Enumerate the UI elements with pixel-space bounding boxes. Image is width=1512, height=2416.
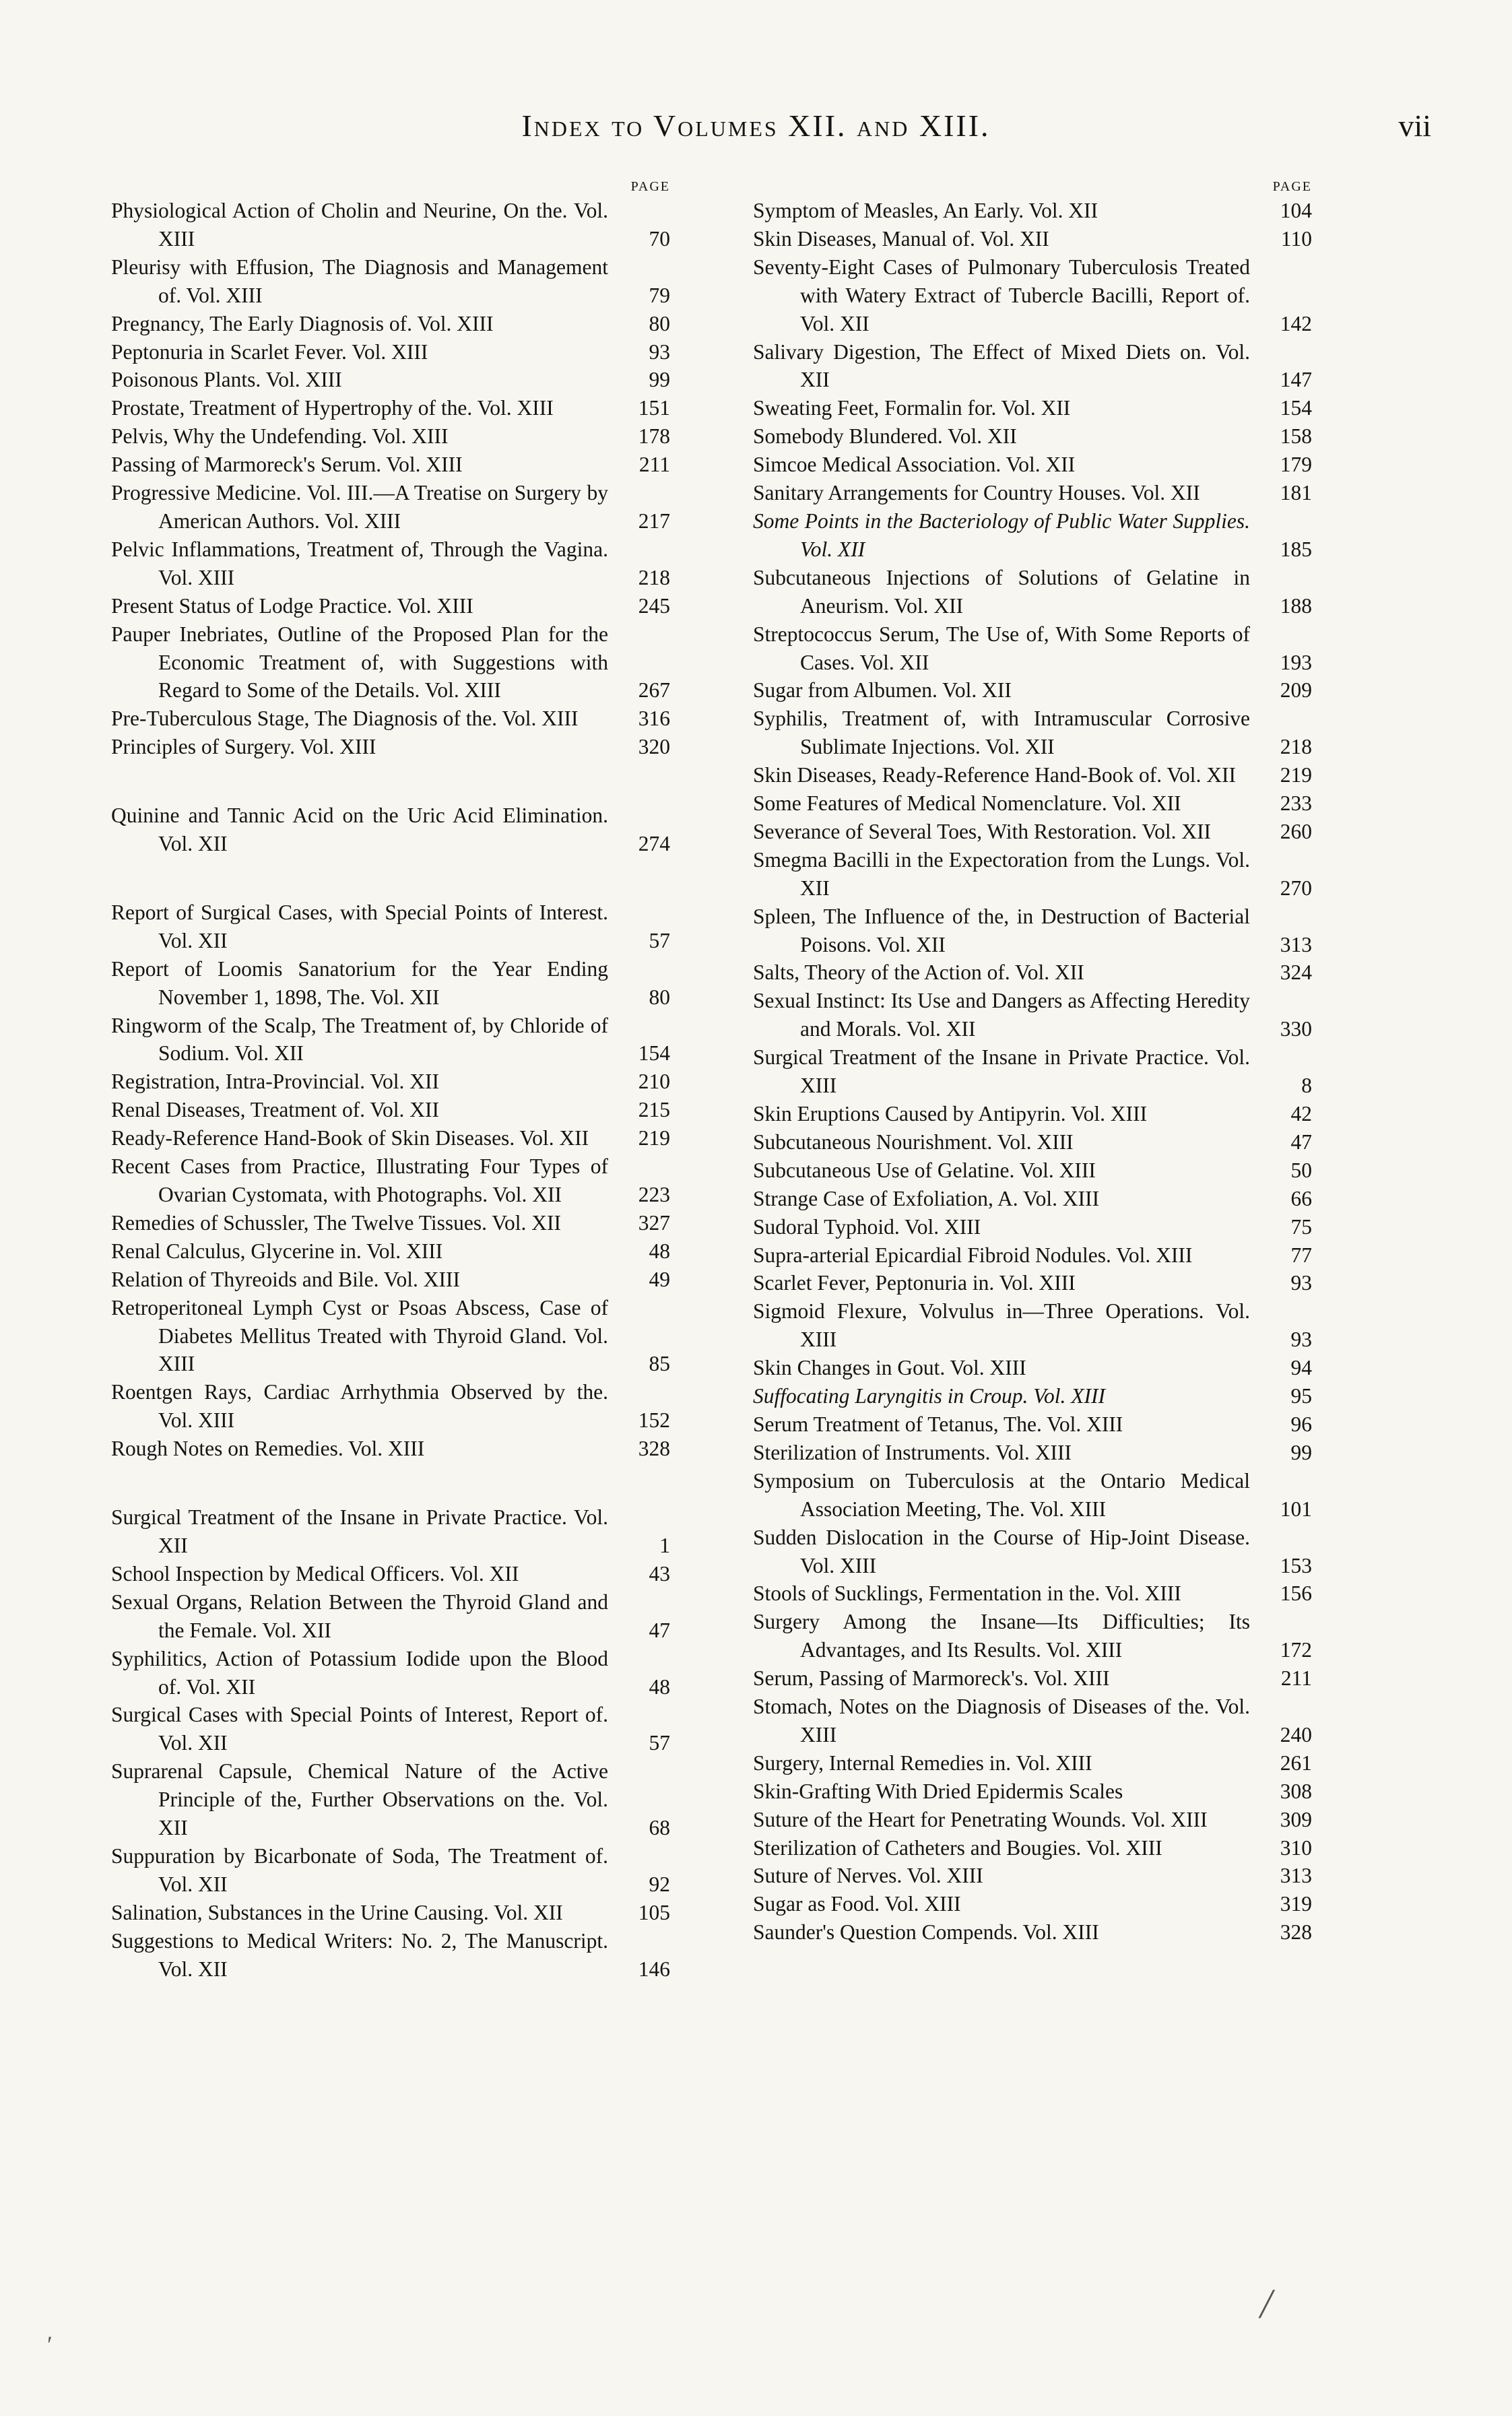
entry-page-number: 104 <box>1280 199 1312 222</box>
index-entry <box>753 1890 1312 1918</box>
index-entry <box>111 733 670 761</box>
index-entry <box>753 1806 1312 1834</box>
index-entry <box>111 1096 670 1124</box>
entry-title: Spleen, The Influence of the, in Destruction of Bacterial Poisons. Vol. XII <box>753 904 1250 956</box>
entry-page-number: 151 <box>638 396 670 420</box>
index-entry <box>753 1410 1312 1439</box>
entry-title: Smegma Bacilli in the Expectoration from the Lungs. Vol. XII <box>753 847 1250 900</box>
index-entry <box>753 394 1312 422</box>
entry-title: Some Points in the Bacteriology of Public Water Supplies. Vol. XII <box>753 509 1250 561</box>
entry-title: Principles of Surgery. Vol. XIII <box>111 735 376 759</box>
entry-page-number: 261 <box>1280 1751 1312 1775</box>
index-entry <box>111 310 670 338</box>
entry-title: Simcoe Medical Association. Vol. XII <box>753 453 1076 477</box>
index-column-right <box>753 176 1312 2238</box>
entry-title: Suffocating Laryngitis in Croup. Vol. XIII <box>753 1384 1105 1408</box>
index-entry <box>111 338 670 366</box>
index-entry <box>111 1701 670 1757</box>
index-entry <box>753 253 1312 338</box>
index-entry <box>753 705 1312 761</box>
entry-page-number: 179 <box>1280 453 1312 477</box>
entry-title: Supra-arterial Epicardial Fibroid Nodules. Vol. XIII <box>753 1243 1193 1267</box>
index-entry <box>753 1297 1312 1354</box>
entry-page-number: 185 <box>1280 537 1312 561</box>
entry-page-number: 308 <box>1280 1779 1312 1803</box>
entry-page-number: 154 <box>1280 396 1312 420</box>
entry-page-number: 267 <box>638 678 670 703</box>
entry-title: Report of Loomis Sanatorium for the Year Ending November 1, 1898, The. Vol. XII <box>111 956 608 1009</box>
entry-title: Sugar from Albumen. Vol. XII <box>753 678 1012 703</box>
page-mark: ʹ <box>47 2331 53 2358</box>
entry-title: Skin Eruptions Caused by Antipyrin. Vol. XIII <box>753 1102 1148 1125</box>
entry-page-number: 219 <box>638 1126 670 1150</box>
entry-page-number: 219 <box>1280 763 1312 787</box>
index-entry <box>753 958 1312 987</box>
entry-page-number: 99 <box>1290 1440 1312 1464</box>
index-entry <box>111 1757 670 1842</box>
entry-page-number: 327 <box>638 1210 670 1235</box>
entry-title: Pelvic Inflammations, Treatment of, Through the Vagina. Vol. XIII <box>111 537 608 589</box>
index-entry <box>753 1213 1312 1241</box>
entry-page-number: 158 <box>1280 424 1312 449</box>
index-entry <box>753 789 1312 818</box>
entry-page-number: 105 <box>638 1900 670 1924</box>
entry-page-number: 96 <box>1290 1412 1312 1436</box>
entry-title: Stomach, Notes on the Diagnosis of Diseases of the. Vol. XIII <box>753 1695 1250 1746</box>
entry-title: Sanitary Arrangements for Country Houses. Vol. XII <box>753 481 1200 505</box>
index-entry <box>111 1124 670 1152</box>
entry-title: Prostate, Treatment of Hypertrophy of the. Vol. XIII <box>111 396 554 420</box>
entry-title: Physiological Action of Cholin and Neurine, On the. Vol. XIII <box>111 199 608 251</box>
index-entry <box>753 1156 1312 1185</box>
entry-page-number: 110 <box>1280 226 1312 251</box>
index-entry <box>111 1899 670 1927</box>
index-entry <box>753 1185 1312 1213</box>
entry-page-number: 48 <box>649 1674 670 1699</box>
entry-title: Surgery, Internal Remedies in. Vol. XIII <box>753 1751 1092 1775</box>
index-entry <box>753 1439 1312 1467</box>
entry-page-number: 153 <box>1280 1553 1312 1577</box>
index-entry <box>753 564 1312 620</box>
entry-title: Sterilization of Catheters and Bougies. Vol. XIII <box>753 1835 1162 1860</box>
entry-title: Roentgen Rays, Cardiac Arrhythmia Observed by the. Vol. XIII <box>111 1380 608 1433</box>
entry-title: Scarlet Fever, Peptonuria in. Vol. XIII <box>753 1271 1076 1295</box>
index-entry <box>111 253 670 310</box>
entry-page-number: 274 <box>638 832 670 856</box>
entry-title: Pleurisy with Effusion, The Diagnosis and Management of. Vol. XIII <box>111 255 608 307</box>
entry-title: Salivary Digestion, The Effect of Mixed Diets on. Vol. XII <box>753 339 1250 392</box>
entry-page-number: 270 <box>1280 876 1312 900</box>
entry-page-number: 146 <box>638 1957 670 1981</box>
entry-page-number: 101 <box>1280 1497 1312 1521</box>
index-entry <box>753 903 1312 959</box>
entry-page-number: 99 <box>649 368 670 392</box>
entry-page-number: 188 <box>1280 593 1312 618</box>
entry-page-number: 309 <box>1280 1807 1312 1831</box>
entry-title: Seventy-Eight Cases of Pulmonary Tuberculosis Treated with Watery Extract of Tubercle Bacilli, Report of. Vol. XII <box>753 255 1250 335</box>
index-entry <box>111 394 670 422</box>
index-entry <box>753 1664 1312 1693</box>
entry-page-number: 43 <box>649 1561 670 1586</box>
entry-title: Syphilis, Treatment of, with Intramuscular Corrosive Sublimate Injections. Vol. XII <box>753 707 1250 759</box>
entry-page-number: 79 <box>649 283 670 307</box>
index-entry <box>753 1241 1312 1270</box>
entry-page-number: 211 <box>638 453 670 477</box>
entry-page-number: 94 <box>1290 1356 1312 1380</box>
entry-page-number: 147 <box>1280 368 1312 392</box>
index-entry <box>111 1068 670 1096</box>
page-column-heading: PAGE <box>1272 179 1312 194</box>
entry-title: Sudoral Typhoid. Vol. XIII <box>753 1214 981 1239</box>
entry-title: Ringworm of the Scalp, The Treatment of, by Chloride of Sodium. Vol. XII <box>111 1013 608 1066</box>
entry-title: Somebody Blundered. Vol. XII <box>753 424 1017 449</box>
entry-page-number: 328 <box>638 1437 670 1461</box>
index-entry <box>111 705 670 733</box>
index-entry <box>753 1749 1312 1777</box>
running-title: Index to Volumes XII. and XIII. <box>521 108 991 143</box>
index-entry <box>753 451 1312 479</box>
entry-title: Severance of Several Toes, With Restoration. Vol. XII <box>753 819 1212 843</box>
entry-title: Skin Diseases, Ready-Reference Hand-Book of. Vol. XII <box>753 763 1237 787</box>
index-entry <box>753 846 1312 903</box>
entry-page-number: 48 <box>649 1239 670 1263</box>
index-entry <box>753 338 1312 395</box>
entry-title: Quinine and Tannic Acid on the Uric Acid Elimination. Vol. XII <box>111 804 608 856</box>
index-entry <box>111 1435 670 1463</box>
entry-page-number: 92 <box>649 1872 670 1896</box>
index-column-left <box>111 176 670 2238</box>
index-entry <box>111 1209 670 1237</box>
entry-title: Registration, Intra-Provincial. Vol. XII <box>111 1070 440 1094</box>
entry-title: Suprarenal Capsule, Chemical Nature of the Active Principle of the, Further Observations on the. Vol. XII <box>111 1759 608 1840</box>
index-entry <box>753 1579 1312 1608</box>
page-column-heading: PAGE <box>630 179 670 194</box>
entry-page-number: 260 <box>1280 819 1312 843</box>
entry-page-number: 319 <box>1280 1892 1312 1916</box>
entry-title: Suture of the Heart for Penetrating Wounds. Vol. XIII <box>753 1807 1208 1831</box>
entry-page-number: 80 <box>649 311 670 335</box>
index-entry <box>753 1100 1312 1128</box>
entry-page-number: 93 <box>1290 1328 1312 1352</box>
entry-title: Syphilitics, Action of Potassium Iodide upon the Blood of. Vol. XII <box>111 1646 608 1699</box>
index-entry <box>111 899 670 955</box>
index-entry <box>753 422 1312 451</box>
index-entry <box>753 1524 1312 1580</box>
index-entry <box>753 987 1312 1043</box>
index-entry <box>753 1128 1312 1156</box>
entry-title: Pregnancy, The Early Diagnosis of. Vol. XIII <box>111 311 494 335</box>
entry-page-number: 218 <box>1280 735 1312 759</box>
entry-title: Suppuration by Bicarbonate of Soda, The Treatment of. Vol. XII <box>111 1843 608 1896</box>
entry-page-number: 47 <box>649 1618 670 1642</box>
index-entry-list <box>753 197 1312 1947</box>
entry-title: Ready-Reference Hand-Book of Skin Diseases. Vol. XII <box>111 1126 589 1150</box>
entry-title: Pre-Tuberculous Stage, The Diagnosis of the. Vol. XIII <box>111 707 579 731</box>
entry-title: Pauper Inebriates, Outline of the Proposed Plan for the Economic Treatment of, with Suggestions with Regard to Some of the Details. Vol. XIII <box>111 622 608 703</box>
entry-page-number: 57 <box>649 1731 670 1755</box>
entry-title: Peptonuria in Scarlet Fever. Vol. XIII <box>111 339 428 364</box>
entry-title: Symposium on Tuberculosis at the Ontario Medical Association Meeting, The. Vol. XIII <box>753 1468 1250 1521</box>
entry-title: Sterilization of Instruments. Vol. XIII <box>753 1440 1072 1464</box>
index-entry <box>111 1237 670 1266</box>
entry-title: Sugar as Food. Vol. XIII <box>753 1892 961 1916</box>
entry-title: Serum, Passing of Marmoreck's. Vol. XIII <box>753 1666 1110 1691</box>
entry-page-number: 156 <box>1280 1581 1312 1606</box>
entry-page-number: 233 <box>1280 791 1312 816</box>
entry-title: Some Features of Medical Nomenclature. Vol. XII <box>753 791 1181 816</box>
index-entry <box>753 1382 1312 1410</box>
entry-title: Surgical Treatment of the Insane in Private Practice. Vol. XIII <box>753 1045 1250 1098</box>
entry-page-number: 313 <box>1280 932 1312 956</box>
entry-title: Subcutaneous Use of Gelatine. Vol. XIII <box>753 1158 1096 1182</box>
entry-title: Progressive Medicine. Vol. III.—A Treatise on Surgery by American Authors. Vol. XIII <box>111 481 608 533</box>
entry-title: Suture of Nerves. Vol. XIII <box>753 1864 983 1888</box>
index-entry <box>753 1834 1312 1862</box>
entry-title: Poisonous Plants. Vol. XIII <box>111 368 342 392</box>
entry-page-number: 181 <box>1280 481 1312 505</box>
index-entry <box>753 479 1312 507</box>
entry-title: Skin Diseases, Manual of. Vol. XII <box>753 226 1049 251</box>
entry-page-number: 93 <box>649 339 670 364</box>
entry-page-number: 240 <box>1280 1722 1312 1746</box>
entry-title: Symptom of Measles, An Early. Vol. XII <box>753 199 1098 222</box>
entry-page-number: 313 <box>1280 1864 1312 1888</box>
entry-page-number: 50 <box>1290 1158 1312 1182</box>
entry-title: Pelvis, Why the Undefending. Vol. XIII <box>111 424 449 449</box>
index-entry <box>111 451 670 479</box>
index-entry <box>111 955 670 1012</box>
entry-title: Present Status of Lodge Practice. Vol. XIII <box>111 593 473 618</box>
entry-page-number: 328 <box>1280 1920 1312 1945</box>
entry-page-number: 245 <box>638 593 670 618</box>
entry-title: Skin-Grafting With Dried Epidermis Scales <box>753 1779 1123 1803</box>
index-entry <box>753 1918 1312 1947</box>
entry-title: Recent Cases from Practice, Illustrating Four Types of Ovarian Cystomata, with Photographs. Vol. XII <box>111 1154 608 1206</box>
page-header <box>0 108 1512 155</box>
entry-page-number: 95 <box>1290 1384 1312 1408</box>
entry-title: Surgery Among the Insane—Its Difficulties; Its Advantages, and Its Results. Vol. XIII <box>753 1610 1250 1662</box>
entry-page-number: 223 <box>638 1183 670 1206</box>
entry-page-number: 77 <box>1290 1243 1312 1267</box>
entry-page-number: 218 <box>638 565 670 589</box>
entry-title: Streptococcus Serum, The Use of, With Some Reports of Cases. Vol. XII <box>753 622 1250 674</box>
index-entry <box>753 676 1312 705</box>
index-entry <box>111 802 670 858</box>
index-entry-list <box>111 197 670 1983</box>
index-entry <box>753 1862 1312 1890</box>
entry-page-number: 215 <box>638 1098 670 1122</box>
entry-title: Surgical Cases with Special Points of Interest, Report of. Vol. XII <box>111 1703 608 1755</box>
index-entry <box>753 197 1312 225</box>
entry-page-number: 217 <box>638 509 670 533</box>
index-entry <box>111 1266 670 1294</box>
entry-title: Sexual Instinct: Its Use and Dangers as Affecting Heredity and Morals. Vol. XII <box>753 989 1250 1041</box>
entry-title: Surgical Treatment of the Insane in Private Practice. Vol. XII <box>111 1505 608 1557</box>
entry-title: Salination, Substances in the Urine Causing. Vol. XII <box>111 1900 563 1924</box>
index-entry <box>111 422 670 451</box>
entry-page-number: 8 <box>1301 1074 1312 1098</box>
index-entry <box>111 1378 670 1435</box>
entry-page-number: 172 <box>1280 1638 1312 1662</box>
entry-page-number: 80 <box>649 985 670 1009</box>
index-entry <box>111 479 670 535</box>
index-entry <box>753 1693 1312 1749</box>
entry-page-number: 154 <box>638 1041 670 1066</box>
index-entry <box>111 1588 670 1645</box>
index-entry <box>111 592 670 620</box>
index-entry <box>753 761 1312 789</box>
entry-page-number: 316 <box>638 707 670 731</box>
entry-title: Stools of Sucklings, Fermentation in the. Vol. XIII <box>753 1581 1181 1606</box>
index-entry <box>753 1777 1312 1806</box>
entry-title: Suggestions to Medical Writers: No. 2, The Manuscript. Vol. XII <box>111 1928 608 1981</box>
entry-title: Rough Notes on Remedies. Vol. XIII <box>111 1437 425 1461</box>
index-entry <box>753 507 1312 564</box>
index-entry <box>111 197 670 253</box>
entry-title: Remedies of Schussler, The Twelve Tissues. Vol. XII <box>111 1210 561 1235</box>
entry-title: Sudden Dislocation in the Course of Hip-Joint Disease. Vol. XIII <box>753 1525 1250 1577</box>
index-entry <box>111 1503 670 1560</box>
index-entry <box>111 1012 670 1068</box>
entry-page-number: 42 <box>1290 1102 1312 1125</box>
entry-page-number: 142 <box>1280 311 1312 335</box>
entry-title: Serum Treatment of Tetanus, The. Vol. XIII <box>753 1412 1123 1436</box>
index-entry <box>753 1467 1312 1524</box>
entry-page-number: 211 <box>1280 1666 1312 1691</box>
entry-title: Strange Case of Exfoliation, A. Vol. XIII <box>753 1186 1100 1210</box>
index-entry <box>111 1560 670 1588</box>
entry-page-number: 57 <box>649 928 670 952</box>
index-entry <box>753 1043 1312 1100</box>
index-entry <box>111 1152 670 1209</box>
index-entry <box>111 1645 670 1701</box>
index-entry <box>111 1294 670 1379</box>
page-mark: ╱ <box>1259 2291 1274 2318</box>
entry-title: School Inspection by Medical Officers. Vol. XII <box>111 1561 519 1586</box>
entry-page-number: 320 <box>638 735 670 759</box>
index-entry <box>111 1927 670 1984</box>
entry-page-number: 93 <box>1290 1271 1312 1295</box>
index-entry <box>753 1354 1312 1382</box>
index-entry <box>111 366 670 394</box>
entry-title: Subcutaneous Injections of Solutions of Gelatine in Aneurism. Vol. XII <box>753 565 1250 618</box>
entry-title: Renal Calculus, Glycerine in. Vol. XIII <box>111 1239 443 1263</box>
entry-page-number: 193 <box>1280 650 1312 674</box>
index-entry <box>753 818 1312 846</box>
entry-title: Report of Surgical Cases, with Special Points of Interest. Vol. XII <box>111 900 608 952</box>
entry-page-number: 47 <box>1290 1130 1312 1154</box>
entry-page-number: 85 <box>649 1352 670 1376</box>
index-entry <box>753 1608 1312 1664</box>
entry-title: Skin Changes in Gout. Vol. XIII <box>753 1356 1026 1380</box>
entry-page-number: 152 <box>638 1408 670 1433</box>
entry-title: Sigmoid Flexure, Volvulus in—Three Operations. Vol. XIII <box>753 1299 1250 1352</box>
entry-title: Sexual Organs, Relation Between the Thyroid Gland and the Female. Vol. XII <box>111 1590 608 1642</box>
entry-page-number: 330 <box>1280 1017 1312 1041</box>
entry-title: Subcutaneous Nourishment. Vol. XIII <box>753 1130 1074 1154</box>
entry-page-number: 210 <box>638 1070 670 1094</box>
entry-title: Sweating Feet, Formalin for. Vol. XII <box>753 396 1071 420</box>
entry-page-number: 1 <box>659 1533 670 1557</box>
entry-page-number: 68 <box>649 1816 670 1840</box>
entry-page-number: 75 <box>1290 1214 1312 1239</box>
entry-page-number: 310 <box>1280 1835 1312 1860</box>
index-entry <box>753 1269 1312 1297</box>
index-entry <box>753 620 1312 677</box>
index-entry <box>111 1842 670 1899</box>
index-entry <box>111 620 670 705</box>
entry-page-number: 66 <box>1290 1186 1312 1210</box>
index-entry <box>753 225 1312 253</box>
entry-title: Salts, Theory of the Action of. Vol. XII <box>753 960 1084 985</box>
entry-title: Saunder's Question Compends. Vol. XIII <box>753 1920 1099 1945</box>
entry-page-number: 178 <box>638 424 670 449</box>
entry-title: Renal Diseases, Treatment of. Vol. XII <box>111 1098 440 1122</box>
entry-page-number: 49 <box>649 1267 670 1291</box>
entry-title: Relation of Thyreoids and Bile. Vol. XIII <box>111 1267 460 1291</box>
entry-title: Passing of Marmoreck's Serum. Vol. XIII <box>111 453 463 477</box>
entry-title: Retroperitoneal Lymph Cyst or Psoas Abscess, Case of Diabetes Mellitus Treated with Thyroid Gland. Vol. XIII <box>111 1295 608 1376</box>
entry-page-number: 324 <box>1280 960 1312 985</box>
page-number: vii <box>1398 108 1431 143</box>
entry-page-number: 209 <box>1280 678 1312 703</box>
index-entry <box>111 535 670 592</box>
entry-page-number: 70 <box>649 226 670 251</box>
